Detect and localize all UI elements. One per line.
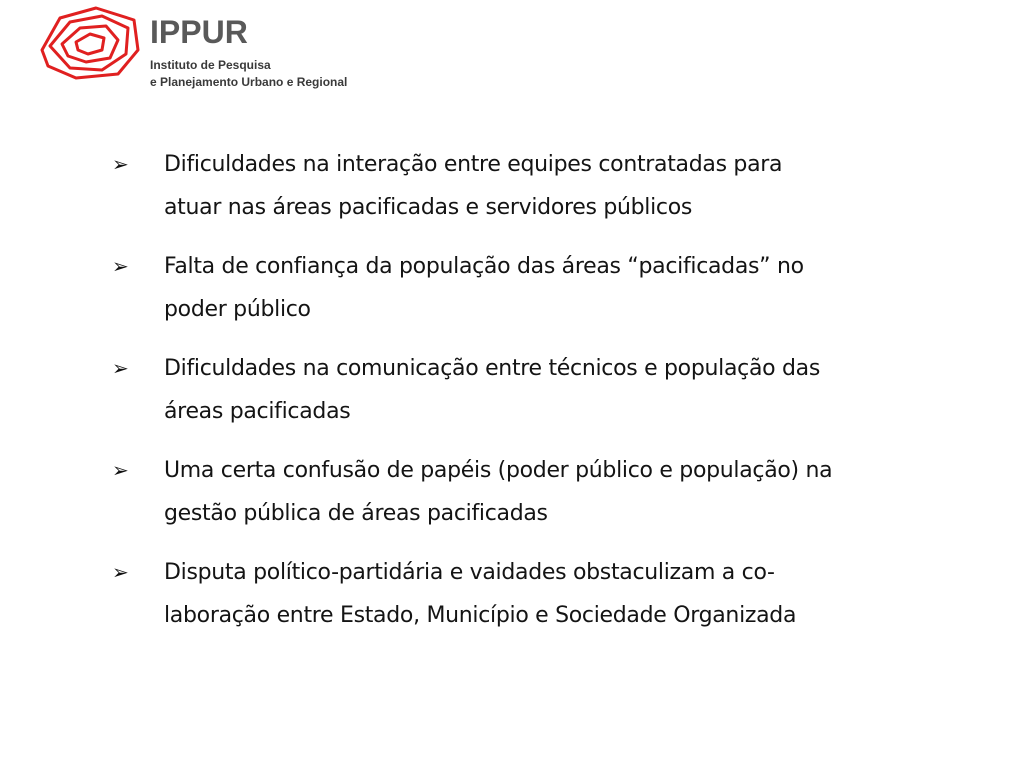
bullet-item [112, 551, 972, 637]
arrow-bullet-icon: ➢ [112, 152, 129, 176]
bullet-text-line: laboração entre Estado, Município e Sociedade Organizada [164, 603, 797, 628]
bullet-item [112, 449, 972, 535]
ippur-logo [36, 6, 396, 96]
bullet-list [112, 143, 972, 653]
logo-subtitle-line2: e Planejamento Urbano e Regional [150, 75, 348, 89]
arrow-bullet-icon: ➢ [112, 458, 129, 482]
bullet-text-line: áreas pacificadas [164, 399, 351, 424]
bullet-item [112, 245, 972, 331]
arrow-bullet-icon: ➢ [112, 356, 129, 380]
bullet-text-line: Dificuldades na interação entre equipes contratadas para [164, 152, 783, 177]
bullet-text-line: poder público [164, 297, 311, 322]
logo-subtitle-line1: Instituto de Pesquisa [150, 58, 271, 72]
bullet-text-line: atuar nas áreas pacificadas e servidores públicos [164, 195, 693, 220]
logo-name: IPPUR [150, 14, 248, 50]
bullet-text-line: Disputa político-partidária e vaidades obstaculizam a co- [164, 560, 775, 585]
bullet-text-line: Dificuldades na comunicação entre técnicos e população das [164, 356, 820, 381]
bullet-text-line: Uma certa confusão de papéis (poder público e população) na [164, 458, 833, 483]
arrow-bullet-icon: ➢ [112, 254, 129, 278]
ippur-emblem-icon [36, 6, 144, 80]
arrow-bullet-icon: ➢ [112, 560, 129, 584]
bullet-text-line: gestão pública de áreas pacificadas [164, 501, 548, 526]
bullet-item [112, 347, 972, 433]
bullet-text-line: Falta de confiança da população das áreas “pacificadas” no [164, 254, 804, 279]
bullet-item [112, 143, 972, 229]
